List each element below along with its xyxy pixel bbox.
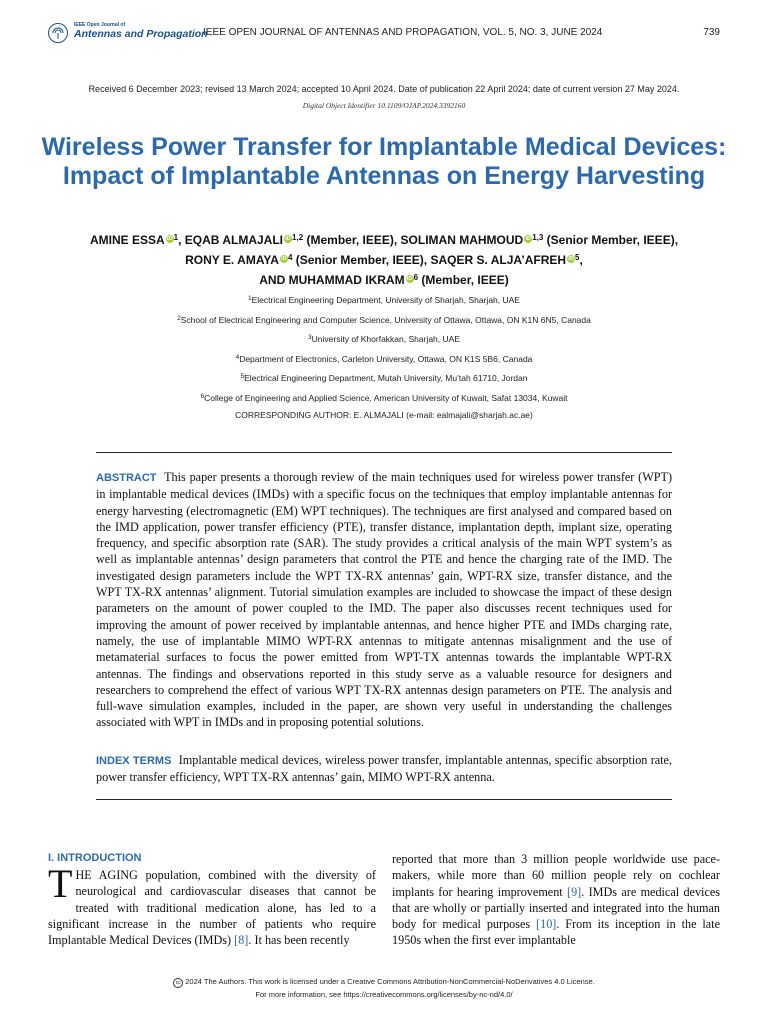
abstract-label: ABSTRACT — [96, 472, 157, 484]
citation-link[interactable]: [8] — [234, 933, 249, 948]
license-line — [0, 975, 768, 988]
author-sup: 1,2 — [292, 233, 304, 242]
journal-citation-line: IEEE OPEN JOURNAL OF ANTENNAS AND PROPAGATION, VOL. 5, NO. 3, JUNE 2024 — [203, 27, 603, 38]
affiliation-number: 5 — [240, 373, 245, 380]
citation-link[interactable]: [9] — [567, 884, 582, 899]
license-text: 2024 The Authors. This work is licensed under a Creative Commons Attribution-NonCommercial-NoDerivatives 4.0 License. — [185, 977, 595, 986]
section-heading: I. INTRODUCTION — [48, 852, 142, 864]
logo-line-1: IEEE Open Journal of — [74, 22, 126, 28]
affiliation-item — [0, 349, 768, 369]
author-sup: 1,3 — [532, 233, 544, 242]
author-role: (Senior Member, IEEE), — [546, 233, 679, 247]
intro-left-column — [48, 861, 376, 948]
affiliation-item — [0, 310, 768, 330]
intro-text: . From its inception in the late 1950s when the first ever implantable — [392, 917, 720, 948]
paper-title: Wireless Power Transfer for Implantable Medical Devices: Impact of Implantable Antennas on Energy Harvesting — [41, 133, 727, 190]
orcid-icon[interactable]: iD — [568, 256, 574, 262]
author-sup: 4 — [287, 253, 293, 262]
index-terms-label: INDEX TERMS — [96, 755, 172, 767]
affiliation-item — [0, 368, 768, 388]
citation-link[interactable]: [10] — [536, 917, 557, 932]
affiliation-number: 4 — [235, 353, 240, 361]
orcid-icon[interactable]: iD — [166, 236, 173, 242]
intro-text: HE AGING population, combined with the diversity of neurological and cardiovascular diseases that cannot be treated with traditional medication alone, has led to a significant increase in the number of patients who require Implantable Medical Devices (IMDs) — [48, 868, 376, 948]
orcid-icon[interactable]: iD — [281, 256, 287, 262]
author-name: AND MUHAMMAD IKRAM — [259, 273, 405, 287]
intro-text: . It has been recently — [248, 933, 350, 948]
affiliation-item — [0, 290, 768, 310]
intro-text: reported that more than 3 million people worldwide use pace-makers, while more than 60 million people rely on cochlear implants for hearing improvement — [392, 852, 720, 899]
author-sup: 1 — [173, 233, 179, 242]
author-sup: 5 — [575, 253, 580, 262]
doi-line: Digital Object Identifier 10.1109/OJAP.2024.3392160 — [302, 101, 466, 110]
cc-icon: cc — [173, 978, 183, 988]
corresponding-author: CORRESPONDING AUTHOR: E. ALMAJALI (e-mail: ealmajali@sharjah.ac.ae) — [235, 410, 533, 420]
author-name: SOLIMAN MAHMOUD — [400, 233, 524, 247]
index-terms-text: Implantable medical devices, wireless power transfer, implantable antennas, specific absorption rate, power transfer efficiency, WPT TX-RX antennas’ gain, MIMO WPT-RX antenna. — [96, 753, 673, 785]
license-footer — [0, 975, 768, 1001]
journal-logo-text — [74, 22, 208, 40]
license-more-info[interactable]: For more information, see https://creativecommons.org/licenses/by-nc-nd/4.0/ — [255, 990, 513, 999]
abstract — [96, 469, 672, 731]
index-terms — [96, 752, 672, 786]
affiliation-item — [0, 388, 768, 408]
orcid-icon[interactable]: iD — [285, 236, 291, 242]
intro-right-column — [392, 851, 720, 949]
author-list: AMINE ESSA $iD^1$, EQAB ALMAJALI iD$^{1,2}$ (Member, IEEE), SOLIMAN MAHMOUD iD$^{1,3}$ (Senior Member, IEEE), RONY E. AMAYA $iD^4$ (Senior Member, IEEE), SAQER S. ALJA’AFREH $iD^5$, AND MUHAMMAD IKRAM $iD^6$ (Member, IEEE) — [89, 233, 679, 287]
journal-logo-icon — [48, 23, 68, 43]
journal-header — [48, 23, 720, 45]
author-name: SAQER S. ALJA’AFREH — [430, 253, 567, 267]
affiliation-text: College of Engineering and Applied Science, American University of Kuwait, Safat 13034, Kuwait — [204, 392, 568, 403]
abstract-text: This paper presents a thorough review of the main techniques used for wireless power transfer (WPT) in implantable medical devices (IMDs) with a specific focus on the techniques that employ implantable antennas for energy harvesting (electromagnetic (EM) WPT techniques). The techniques are first analysed and compared based on the IMD application, power transfer efficiency (PTE), transfer distance, implantation depth, implant size, operating frequency, and specific absorption rate (SAR). The study provides a critical analysis of the main WPT system’s as well as implantable antennas’ design parameters that control the PTE and hence the charging rate of the IMD. The investigated design parameters include the WPT TX-RX antennas’ gain, WPT-RX size, transfer distance, and the WPT TX-RX antennas’ alignment. Tutorial simulation examples are included to showcase the impact of these design parameters on the amount of power coupled to the IMD. The paper also discusses recent techniques used for improving the amount of power received by implantable antennas, and hence higher PTE and IMDs charging rate, namely, the use of implantable MIMO WPT-RX antennas to mitigate antennas misalignment and the use of metamaterial surfaces to focus the power emitted from WPT-TX antennas towards the implantable WPT-RX antennas. The findings and observations reported in this study serve as a valuable resource for designers and researchers to comprehend the effect of various WPT TX-RX antennas design parameters on PTE. The analysis and full-wave simulation examples, included in the paper, are shown very useful in understanding the challenges associated with WPT in IMDs and in proposing potential solutions. — [96, 470, 672, 730]
affiliation-item — [0, 329, 768, 349]
author-role: (Senior Member, IEEE), — [295, 253, 428, 267]
drop-cap: T — [48, 861, 73, 906]
received-dates: Received 6 December 2023; revised 13 March 2024; accepted 10 April 2024. Date of publication 22 April 2024; date of current version 27 May 2024. — [88, 84, 680, 94]
affiliation-number: 3 — [308, 334, 312, 341]
orcid-icon[interactable]: iD — [525, 236, 531, 242]
abstract-bottom-rule — [96, 799, 672, 800]
affiliation-number: 1 — [248, 295, 252, 302]
page-number: 739 — [703, 27, 720, 38]
affiliations — [0, 290, 768, 425]
intro-text: . IMDs are medical devices that are wholly or partially inserted and integrated into the human body for medical purposes — [392, 884, 721, 932]
abstract-top-rule — [96, 452, 672, 453]
author-role: (Member, IEEE) — [421, 273, 509, 287]
author-role: (Member, IEEE), — [306, 233, 398, 247]
affiliation-text: School of Electrical Engineering and Computer Science, University of Ottawa, Ottawa, ON K1N 6N5, Canada — [180, 314, 591, 325]
affiliation-number: 2 — [177, 314, 181, 322]
affiliation-text: Electrical Engineering Department, Mutah University, Mu’tah 61710, Jordan — [244, 373, 528, 383]
author-sup: 6 — [413, 273, 419, 282]
affiliation-text: Electrical Engineering Department, University of Sharjah, Sharjah, UAE — [251, 295, 520, 305]
author-name: AMINE ESSA — [89, 233, 165, 247]
author-name: EQAB ALMAJALI — [184, 233, 284, 247]
affiliation-text: Department of Electronics, Carleton University, Ottawa, ON K1S 5B6, Canada — [239, 353, 533, 364]
author-name: RONY E. AMAYA — [185, 253, 279, 267]
affiliation-number: 6 — [200, 392, 205, 400]
logo-line-2: Antennas and Propagation — [74, 28, 208, 40]
orcid-icon[interactable]: iD — [406, 276, 413, 282]
affiliation-text: University of Khorfakkan, Sharjah, UAE — [311, 334, 460, 344]
